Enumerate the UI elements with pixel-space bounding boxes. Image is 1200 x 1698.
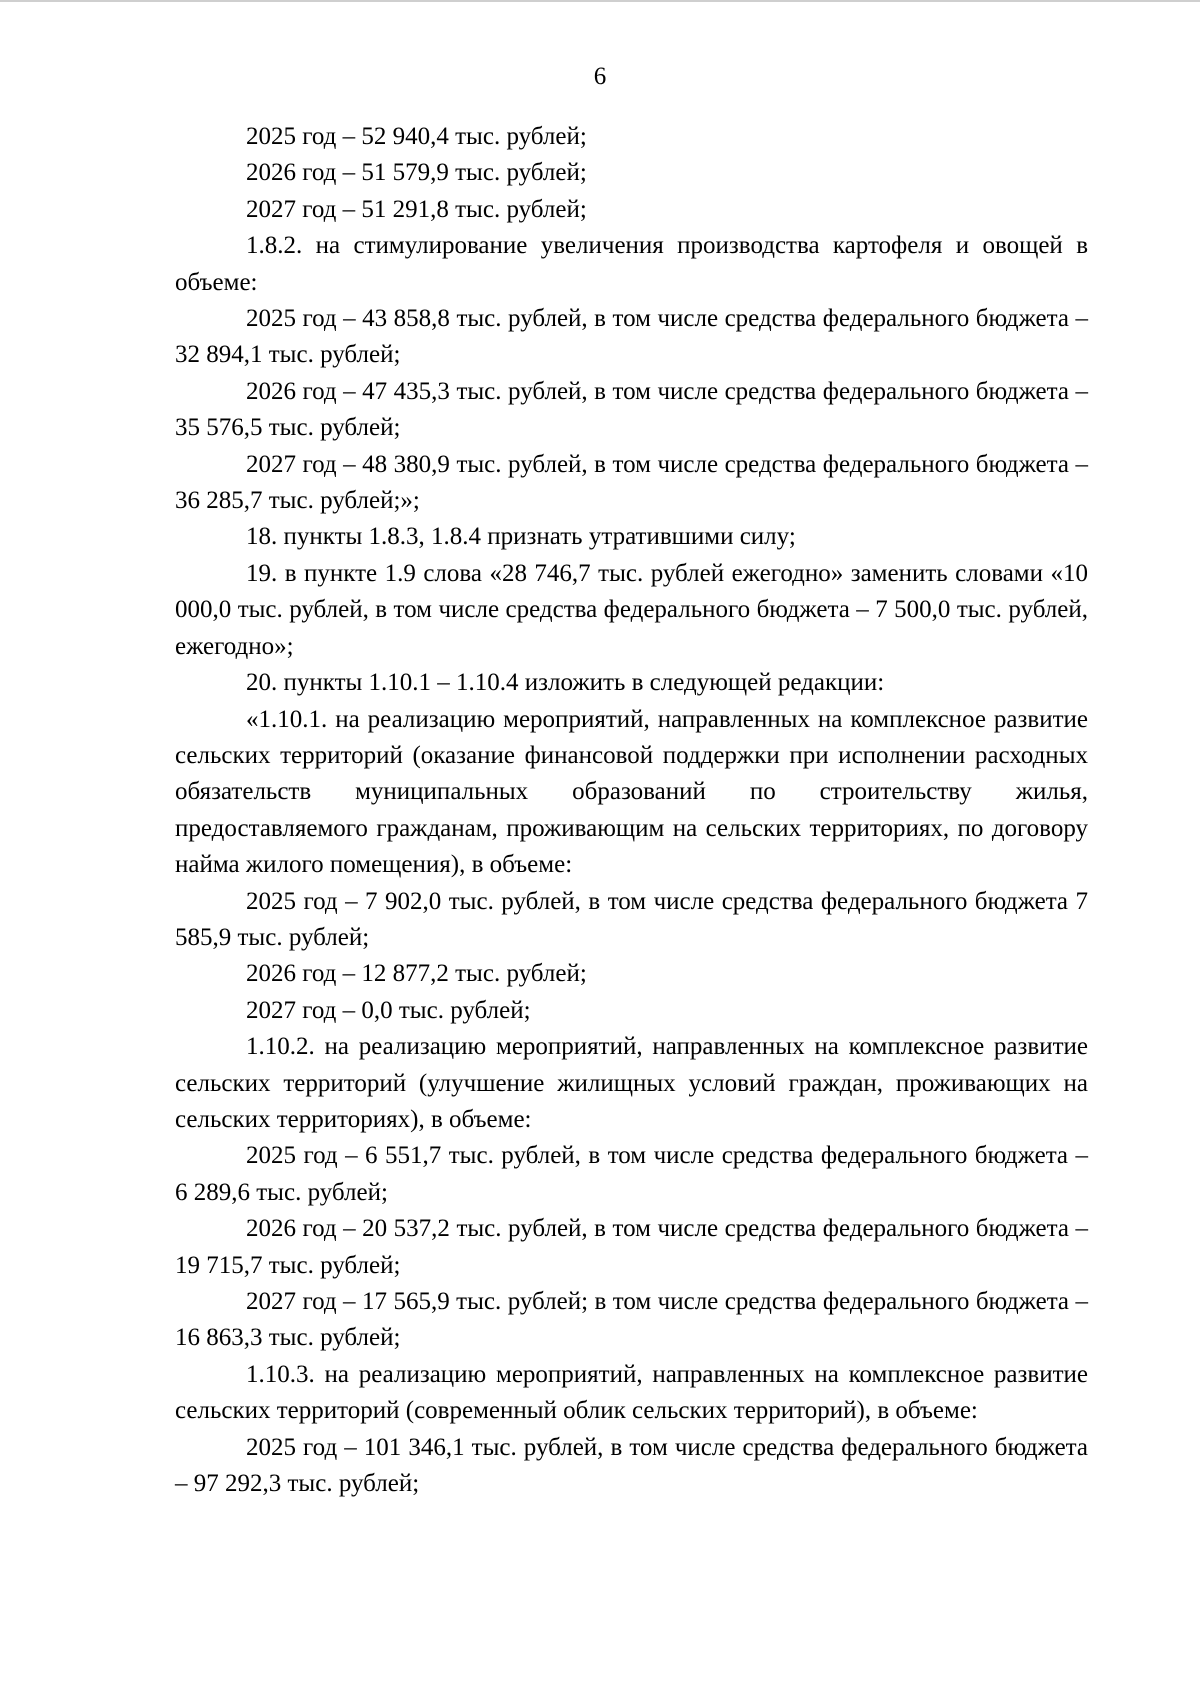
paragraph-1-10-1: «1.10.1. на реализацию мероприятий, направленных на комплексное развитие сельских территорий (оказание финансовой поддержки при исполнении расходных обязательств муниципальных образований по строительству жилья, предоставляемого гражданам, проживающим на сельских территориях, по договору найма жилого помещения), в объеме: [175,705,1088,879]
paragraph-item-20: 20. пункты 1.10.1 – 1.10.4 изложить в следующей редакции: [246,669,885,697]
page-number: 6 [593,63,607,90]
paragraph-2025-housing-improvement: 2025 год – 6 551,7 тыс. рублей, в том числе средства федерального бюджета – 6 289,6 тыс. рублей; [175,1142,1088,1206]
paragraph-2026-rural-housing-rental: 2026 год – 12 877,2 тыс. рублей; [246,960,587,988]
paragraph-2025-line-1: 2025 год – 52 940,4 тыс. рублей; [246,123,587,150]
paragraph-1-8-2: 1.8.2. на стимулирование увеличения производства картофеля и овощей в объеме: [175,232,1088,296]
paragraph-1-10-3: 1.10.3. на реализацию мероприятий, направленных на комплексное развитие сельских территорий (современный облик сельских территорий), в объеме: [175,1360,1088,1425]
paragraph-2027-housing-improvement: 2027 год – 17 565,9 тыс. рублей; в том числе средства федерального бюджета – 16 863,3 тыс. рублей; [175,1288,1088,1352]
paragraph-item-18: 18. пункты 1.8.3, 1.8.4 признать утратившими силу; [246,523,796,551]
paragraph-2027-rural-housing-rental: 2027 год – 0,0 тыс. рублей; [246,996,531,1024]
paragraph-item-19: 19. в пункте 1.9 слова «28 746,7 тыс. рублей ежегодно» заменить словами «10 000,0 тыс. рублей, в том числе средства федерального бюджета – 7 500,0 тыс. рублей, ежегодно»; [175,559,1088,660]
paragraph-1-10-2: 1.10.2. на реализацию мероприятий, направленных на комплексное развитие сельских территорий (улучшение жилищных условий граждан, проживающих на сельских территориях), в объеме: [175,1033,1088,1133]
paragraph-2026-line-1: 2026 год – 51 579,9 тыс. рублей; [246,159,587,187]
paragraph-2025-modern-rural-image: 2025 год – 101 346,1 тыс. рублей, в том числе средства федерального бюджета – 97 292,3 тыс. рублей; [175,1433,1088,1498]
page-top-edge [0,0,1200,2]
paragraph-2027-line-1: 2027 год – 51 291,8 тыс. рублей; [246,195,587,223]
paragraph-2027-potato-vegetables: 2027 год – 48 380,9 тыс. рублей, в том числе средства федерального бюджета – 36 285,7 тыс. рублей;»; [175,450,1088,515]
paragraph-2025-rural-housing-rental: 2025 год – 7 902,0 тыс. рублей, в том числе средства федерального бюджета 7 585,9 тыс. рублей; [175,887,1088,951]
document-body [175,119,1088,1502]
paragraph-2026-potato-vegetables: 2026 год – 47 435,3 тыс. рублей, в том числе средства федерального бюджета – 35 576,5 тыс. рублей; [175,377,1088,442]
paragraph-2026-housing-improvement: 2026 год – 20 537,2 тыс. рублей, в том числе средства федерального бюджета – 19 715,7 тыс. рублей; [175,1215,1088,1279]
paragraph-2025-potato-vegetables: 2025 год – 43 858,8 тыс. рублей, в том числе средства федерального бюджета – 32 894,1 тыс. рублей; [175,305,1088,369]
